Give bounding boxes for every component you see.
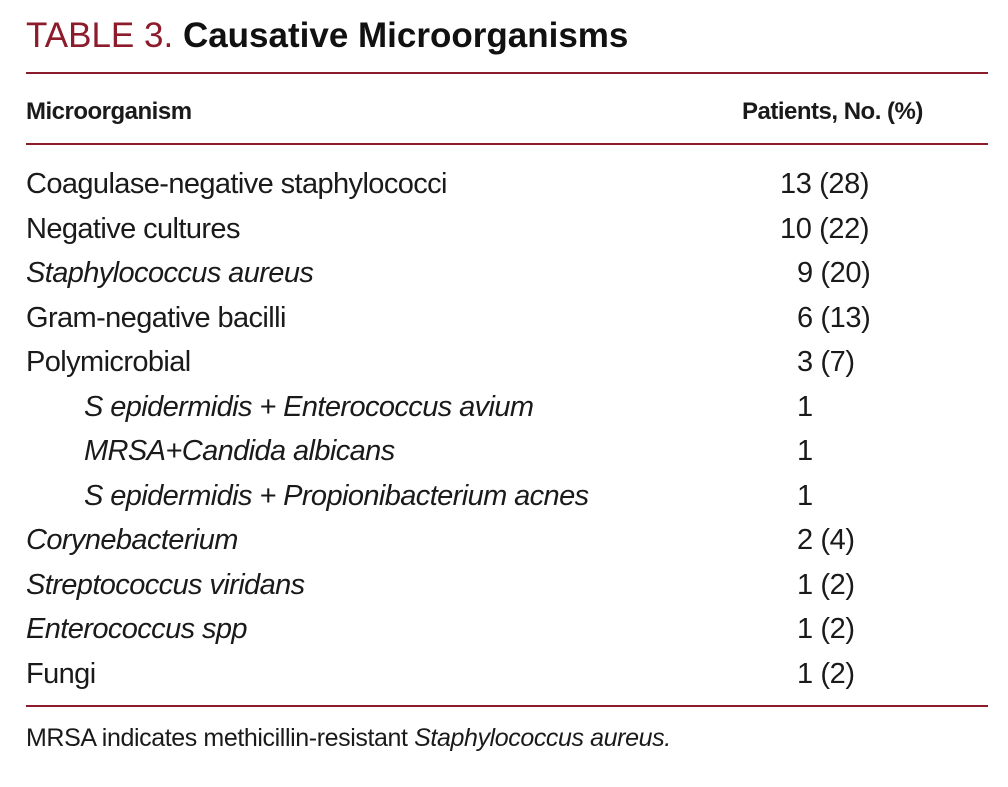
microorganism-cell: Fungi [26,657,96,690]
microorganism-cell: Negative cultures [26,212,240,245]
patients-cell: 1 (2) [797,568,855,601]
microorganism-cell: S epidermidis + Propionibacterium acnes [84,479,589,512]
header-rule [26,143,988,145]
microorganism-cell: Streptococcus viridans [26,568,305,601]
microorganism-cell: Corynebacterium [26,524,238,556]
table-row [26,518,988,563]
top-rule [26,72,988,74]
table-row [26,340,988,385]
table-name: Causative Microorganisms [182,16,629,55]
microorganism-cell: Staphylococcus aureus [26,257,314,289]
table-row [26,385,988,430]
patients-cell: 1 [797,479,813,512]
table-row [26,162,988,207]
table-number: TABLE 3. [26,16,174,55]
microorganism-cell: Gram-negative bacilli [26,301,286,334]
table-row [26,296,988,341]
table-row [26,251,988,296]
patients-cell: 6 (13) [797,301,871,334]
footnote-text: MRSA indicates methicillin-resistant [26,724,415,752]
table-title [26,14,628,58]
patients-cell: 10 (22) [780,212,870,245]
microorganism-cell: MRSA+Candida albicans [84,435,395,467]
microorganism-cell: Coagulase-negative staphylococci [26,168,447,200]
microorganism-cell: Polymicrobial [26,346,191,378]
bottom-rule [26,705,988,707]
table-row [26,652,988,697]
patients-cell: 2 (4) [797,524,855,556]
table-footnote [26,720,671,756]
patients-cell: 9 (20) [797,257,871,289]
table-body [26,162,988,696]
column-header-microorganism: Microorganism [26,98,192,125]
patients-cell: 1 [797,390,813,423]
microorganism-cell: Enterococcus spp [26,613,247,645]
microorganism-cell: S epidermidis + Enterococcus avium [84,390,534,423]
table-row [26,563,988,608]
table-row [26,207,988,252]
table-row [26,474,988,519]
patients-cell: 1 (2) [797,657,855,690]
table-row [26,607,988,652]
patients-cell: 13 (28) [780,168,870,200]
footnote-italic: Staphylococcus aureus. [414,724,671,752]
table-row [26,429,988,474]
patients-cell: 1 (2) [797,613,855,645]
patients-cell: 1 [797,435,813,467]
patients-cell: 3 (7) [797,346,855,378]
column-header-patients: Patients, No. (%) [742,98,923,125]
